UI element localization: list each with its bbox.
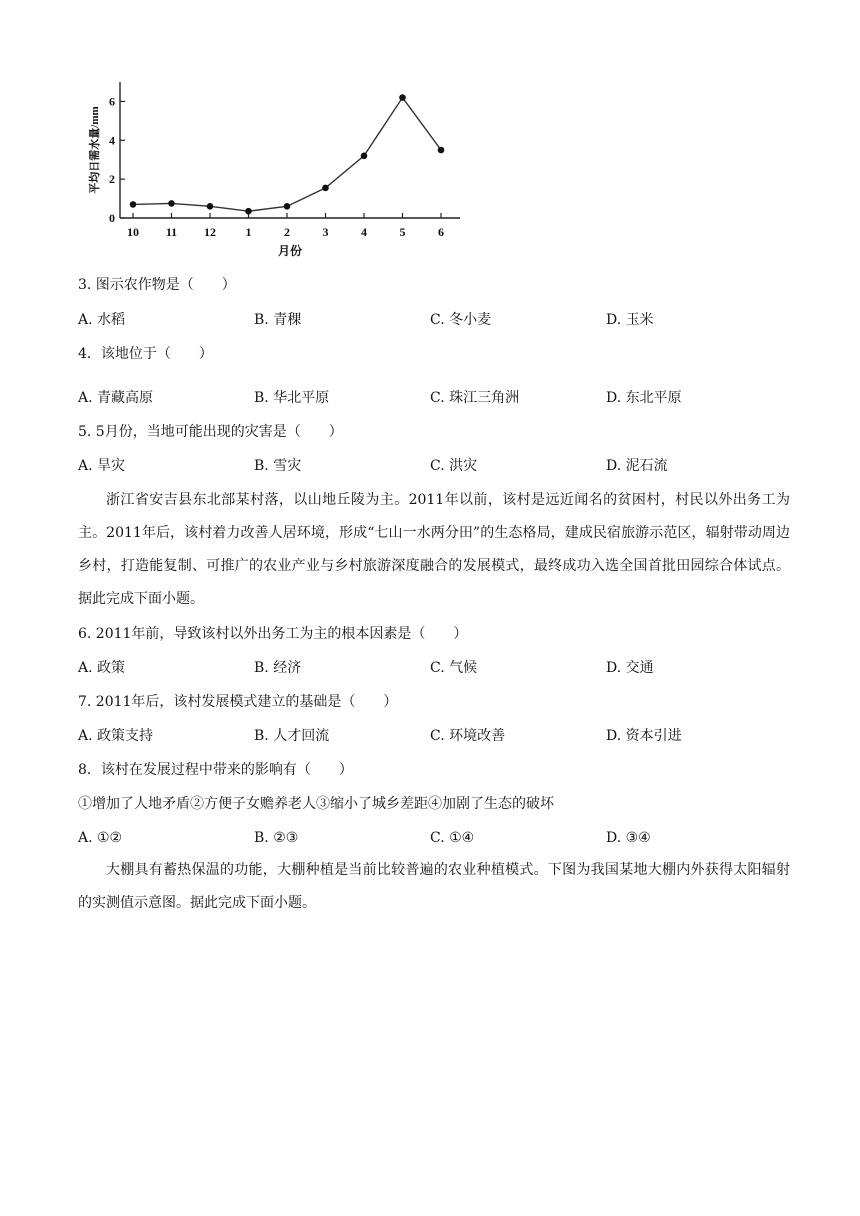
line-chart-svg <box>78 74 478 264</box>
question-4-stem: 4．该地位于（ ） <box>78 346 213 362</box>
q6-option-c[interactable]: C. 气候 <box>430 660 478 676</box>
data-point <box>438 147 445 154</box>
x-tick-label: 10 <box>127 225 139 239</box>
question-5-stem: 5. 5月份，当地可能出现的灾害是（ ） <box>78 424 343 440</box>
water-demand-chart <box>78 74 478 264</box>
q5-option-a[interactable]: A. 旱灾 <box>78 458 126 474</box>
data-point <box>130 201 137 208</box>
q6-option-a[interactable]: A. 政策 <box>78 660 126 676</box>
q7-option-b[interactable]: B. 人才回流 <box>254 728 330 744</box>
q5-option-c[interactable]: C. 洪灾 <box>430 458 478 474</box>
q7-option-a[interactable]: A. 政策支持 <box>78 728 154 744</box>
q6-option-d[interactable]: D. 交通 <box>606 660 654 676</box>
q3-option-b[interactable]: B. 青稞 <box>254 312 302 328</box>
x-tick-label: 11 <box>165 225 178 239</box>
y-tick-label: 2 <box>109 172 115 187</box>
data-point <box>322 185 329 192</box>
x-tick-label: 1 <box>245 225 252 239</box>
q7-option-d[interactable]: D. 资本引进 <box>606 728 682 744</box>
q3-option-c[interactable]: C. 冬小麦 <box>430 312 492 328</box>
q8-option-c[interactable]: C. ①④ <box>430 830 475 846</box>
q5-option-d[interactable]: D. 泥石流 <box>606 458 668 474</box>
q3-option-a[interactable]: A. 水稻 <box>78 312 126 328</box>
x-tick-label: 12 <box>204 225 216 239</box>
y-axis-label: 平均日需水量/mm <box>89 106 101 194</box>
data-point <box>399 94 406 101</box>
question-7-stem: 7. 2011年后，该村发展模式建立的基础是（ ） <box>78 694 398 710</box>
q4-option-b[interactable]: B. 华北平原 <box>254 390 330 406</box>
q8-option-a[interactable]: A. ①② <box>78 830 123 846</box>
x-tick-label: 5 <box>399 225 406 239</box>
x-tick-label: 4 <box>361 225 367 239</box>
q7-option-c[interactable]: C. 环境改善 <box>430 728 506 744</box>
q8-option-d[interactable]: D. ③④ <box>606 830 651 846</box>
series-line <box>133 98 441 212</box>
data-point <box>284 203 291 210</box>
question-8-stem: 8．该村在发展过程中带来的影响有（ ） <box>78 762 353 778</box>
question-8-statements: ①增加了人地矛盾②方便子女赡养老人③缩小了城乡差距④加剧了生态的破坏 <box>78 796 554 812</box>
data-point <box>168 200 175 207</box>
question-3-stem: 3. 图示农作物是（ ） <box>78 277 236 293</box>
q5-option-b[interactable]: B. 雪灾 <box>254 458 302 474</box>
q4-option-a[interactable]: A. 青藏高原 <box>78 390 154 406</box>
y-tick-label: 4 <box>109 133 115 148</box>
q6-option-b[interactable]: B. 经济 <box>254 660 302 676</box>
data-point <box>361 153 368 160</box>
y-tick-label: 6 <box>109 94 115 109</box>
reading-passage-2: 大棚具有蓄热保温的功能，大棚种植是当前比较普遍的农业种植模式。下图为我国某地大棚内外获得太阳辐射的实测值示意图。据此完成下面小题。 <box>78 862 790 911</box>
x-tick-label: 3 <box>322 225 329 239</box>
question-6-stem: 6. 2011年前，导致该村以外出务工为主的根本因素是（ ） <box>78 626 468 642</box>
x-tick-label: 2 <box>284 225 290 239</box>
x-axis-label: 月份 <box>277 244 303 258</box>
reading-passage-1: 浙江省安吉县东北部某村落，以山地丘陵为主。2011年以前，该村是远近闻名的贫困村，村民以外出务工为主。2011年后，该村着力改善人居环境，形成“七山一水两分田”的生态格局，建成民宿旅游示范区，辐射带动周边乡村，打造能复制、可推广的农业产业与乡村旅游深度融合的发展模式，最终成功入选全国首批田园综合体试点。据此完成下面小题。 <box>78 492 790 607</box>
q4-option-c[interactable]: C. 珠江三角洲 <box>430 390 520 406</box>
data-point <box>245 208 252 215</box>
data-point <box>207 203 214 210</box>
q8-option-b[interactable]: B. ②③ <box>254 830 299 846</box>
q3-option-d[interactable]: D. 玉米 <box>606 312 654 328</box>
q4-option-d[interactable]: D. 东北平原 <box>606 390 682 406</box>
y-tick-label: 0 <box>109 211 115 225</box>
x-tick-label: 6 <box>438 225 444 239</box>
